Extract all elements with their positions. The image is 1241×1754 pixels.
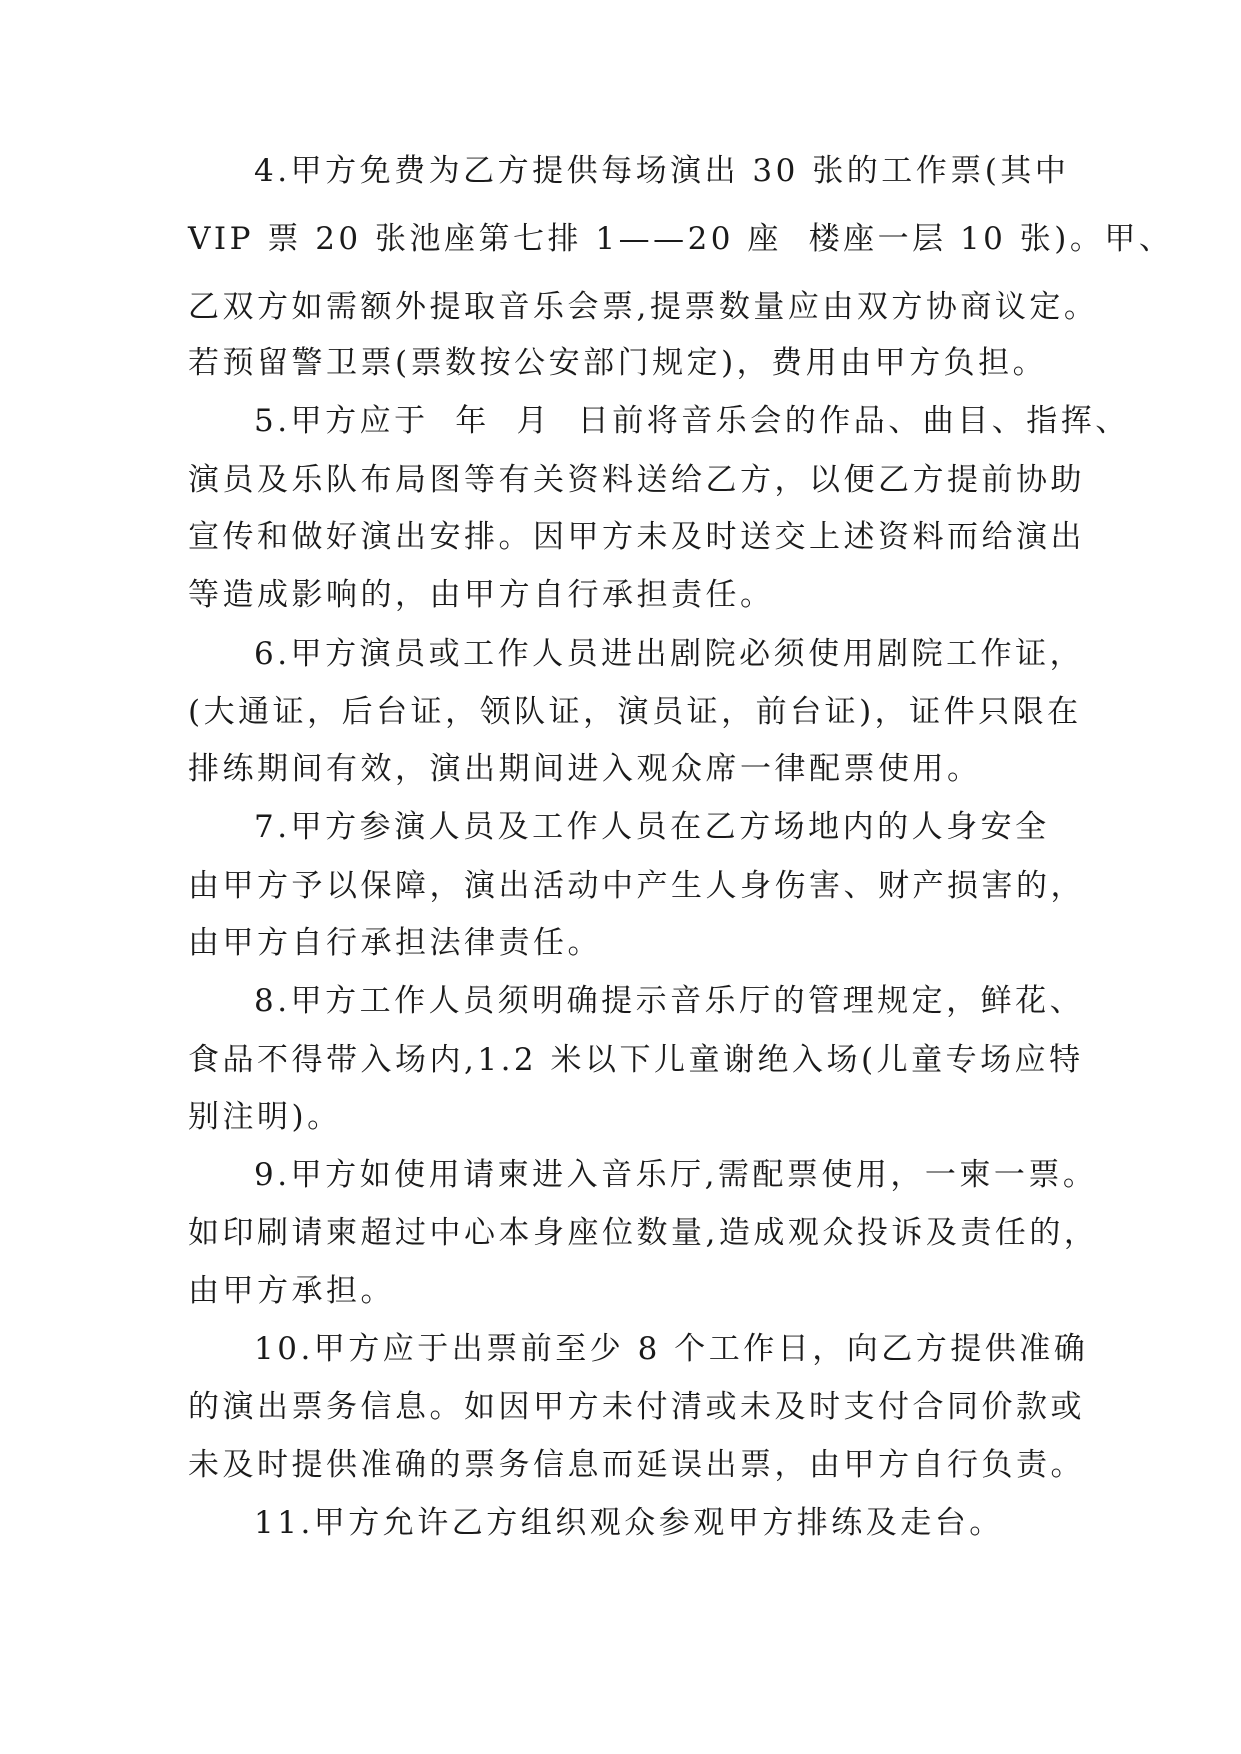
text-line: 8.甲方工作人员须明确提示音乐厅的管理规定，鲜花、: [254, 983, 1085, 1019]
text-line: 11.甲方允许乙方组织观众参观甲方排练及走台。: [254, 1505, 1004, 1541]
text-line: 宣传和做好演出安排。因甲方未及时送交上述资料而给演出: [188, 519, 1085, 555]
text-line: 演员及乐队布局图等有关资料送给乙方，以便乙方提前协助: [188, 462, 1085, 498]
text-line: 6.甲方演员或工作人员进出剧院必须使用剧院工作证，: [254, 636, 1085, 672]
text-line: 别注明)。: [188, 1099, 342, 1135]
text-line: 未及时提供准确的票务信息而延误出票，由甲方自行负责。: [188, 1447, 1085, 1483]
text-line: (大通证，后台证，领队证，演员证，前台证)，证件只限在: [188, 694, 1082, 730]
text-line: VIP 票 20 张池座第七排 1——20 座 楼座一层 10 张)。甲、: [188, 221, 1174, 257]
text-line: 等造成影响的，由甲方自行承担责任。: [188, 577, 775, 613]
text-line: 排练期间有效，演出期间进入观众席一律配票使用。: [188, 751, 982, 787]
text-line: 4.甲方免费为乙方提供每场演出 30 张的工作票(其中: [254, 153, 1070, 189]
text-line: 的演出票务信息。如因甲方未付清或未及时支付合同价款或: [188, 1389, 1085, 1425]
text-line: 如印刷请柬超过中心本身座位数量,造成观众投诉及责任的，: [188, 1215, 1099, 1251]
text-line: 9.甲方如使用请柬进入音乐厅,需配票使用，一柬一票。: [254, 1157, 1098, 1193]
text-line: 由甲方自行承担法律责任。: [188, 925, 602, 961]
text-line: 乙双方如需额外提取音乐会票,提票数量应由双方协商议定。: [188, 289, 1099, 325]
text-line: 10.甲方应于出票前至少 8 个工作日，向乙方提供准确: [254, 1331, 1089, 1367]
text-line: 5.甲方应于 年 月 日前将音乐会的作品、曲目、指挥、: [254, 403, 1130, 439]
text-line: 由甲方承担。: [188, 1273, 395, 1309]
text-line: 7.甲方参演人员及工作人员在乙方场地内的人身安全: [254, 809, 1050, 845]
text-line: 由甲方予以保障，演出活动中产生人身伤害、财产损害的，: [188, 868, 1085, 904]
text-line: 若预留警卫票(票数按公安部门规定)，费用由甲方负担。: [188, 345, 1048, 381]
text-line: 食品不得带入场内,1.2 米以下儿童谢绝入场(儿童专场应特: [188, 1042, 1084, 1078]
